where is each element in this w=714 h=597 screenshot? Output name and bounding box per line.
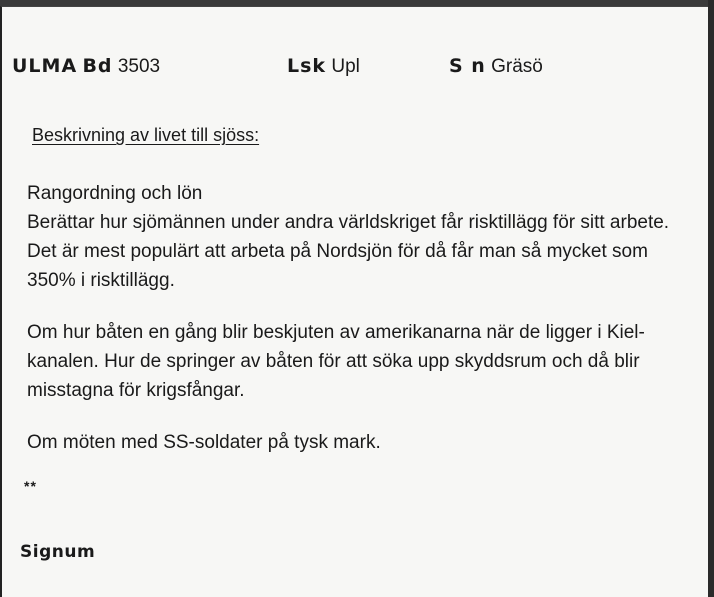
paragraph-title: Rangordning och lön bbox=[27, 183, 203, 204]
province-label: Lsk bbox=[287, 55, 327, 77]
parish-value: Gräsö bbox=[491, 56, 543, 77]
parish-label: S n bbox=[449, 55, 486, 77]
archive-label: ULMA bbox=[12, 55, 78, 77]
paragraph-body: Berättar hur sjömännen under andra världskriget får risktillägg för sitt arbete. Det är mest populärt att arbeta på Nordsjön för då får man så mycket som 350% i risktillägg. bbox=[27, 212, 670, 291]
scan-border-right bbox=[708, 0, 714, 597]
header-archive-volume bbox=[12, 55, 160, 78]
province-value: Upl bbox=[331, 56, 360, 77]
paragraph-ss-soldiers bbox=[27, 428, 687, 457]
paragraph-kiel-canal bbox=[27, 318, 687, 405]
paragraph-body: Om hur båten en gång blir beskjuten av amerikanarna när de ligger i Kiel-kanalen. Hur de springer av båten för att söka upp skyddsrum och då blir misstagna för krigsfångar. bbox=[27, 322, 645, 401]
archive-card bbox=[0, 6, 708, 597]
stars-marker: ** bbox=[24, 478, 37, 494]
paragraph-rank-and-pay bbox=[27, 179, 687, 295]
signature-label: Signum bbox=[20, 542, 96, 562]
paragraph-body: Om möten med SS-soldater på tysk mark. bbox=[27, 432, 381, 453]
header-parish bbox=[449, 55, 543, 78]
volume-label: Bd bbox=[82, 55, 113, 77]
section-heading: Beskrivning av livet till sjöss: bbox=[32, 125, 260, 145]
header-province bbox=[287, 55, 360, 78]
volume-value: 3503 bbox=[117, 56, 161, 77]
